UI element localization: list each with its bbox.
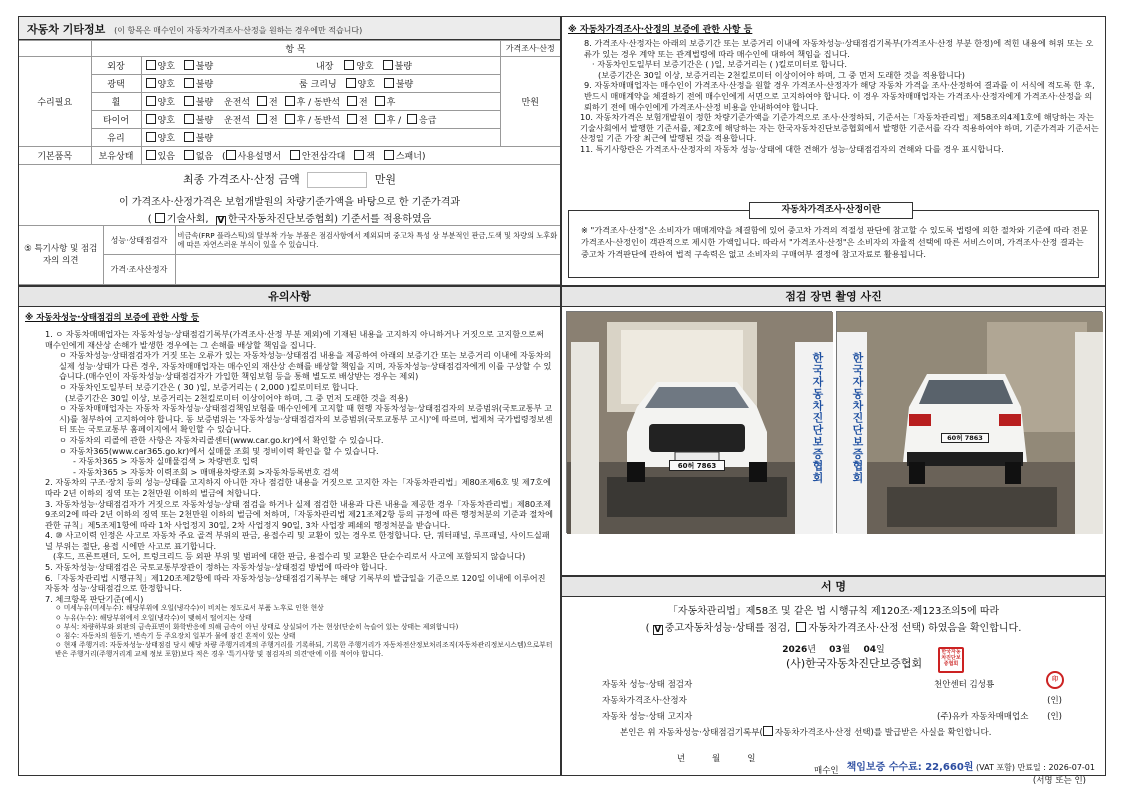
interior-good-checkbox[interactable] — [344, 60, 354, 70]
notice-item-10: 10. 자동차가격은 보험개발원이 정한 차량기준가액을 기준가격으로 조사·산정하되, 기준서는「자동차관리법」제58조의4제1호에 해당하는 자는 기술사회에서 발행한 기준서를, 제2호에 해당하는 자는 한국자동차진단보증협회에서 발행한 기준서를 각각 적용하여야 하며, 기준가격과 기준서는 산정일 기준 가장 최근에 발행된 것을 적용합니다. — [580, 112, 1099, 144]
date-month: 03 — [829, 645, 842, 655]
caution-p14: 5. 자동차성능·상태점검은 국토교통부장관이 정하는 자동차성능·상태점검 방법에 따라야 합니다. — [45, 562, 388, 573]
label-rear: 후 — [386, 98, 396, 108]
tire-bad-checkbox[interactable] — [184, 114, 194, 124]
date-line — [562, 642, 1105, 655]
caution-p1: 1. ㅇ 자동차매매업자는 자동차성능·상태점검기록부(가격조사·산정 부분 제외)에 기재된 내용을 고지하지 아니하거나 거짓으로 고지함으로써 매수인에게 재산상 손해가 발생한 경우에는 그 손해를 배상할 책임을 집니다. — [45, 329, 544, 350]
label-bad: 불량 — [195, 134, 214, 144]
buyer-date: 년 월 일 — [676, 754, 756, 764]
col-item: 항 목 — [91, 41, 500, 57]
plate-rear: 60허 7863 — [941, 433, 989, 443]
signature-title: 서 명 — [562, 577, 1105, 597]
caution-subtitle: ※ 자동차성능·상태점검의 보증에 관한 사항 등 — [25, 313, 200, 323]
fee-amount: 책임보증 수수료: 22,660원 — [846, 762, 974, 773]
wheel-good-checkbox[interactable] — [146, 96, 156, 106]
caution-s2: ㅇ 누유(누수): 해당부위에서 오일(냉각수)이 맺혀서 떨어지는 상태 — [55, 613, 252, 622]
caution-p15: 6.「자동차관리법 시행규칙」제120조제2항에 따라 자동차성능·상태점검기록부는 해당 기록부의 발급일을 기준으로 120일 이내에 이루어진 자동차 성능·상태점검으로 한정합니다. — [45, 572, 546, 594]
banner-rear: 한국자동차진단보증협회 — [851, 352, 864, 484]
tire-pass-rear-checkbox[interactable] — [375, 114, 385, 124]
row-gloss: 광택 — [91, 75, 141, 93]
price-definition-box — [568, 210, 1099, 278]
caution-panel — [18, 286, 561, 776]
special-text: 비금속(FRP 플라스틱)의 탈부착 가능 부품은 점검사항에서 제외되며 중고차 특성 상 부분적인 판금,도색 및 차량의 노후화에 따른 자연스러운 부식이 있을 수 있습니다. — [175, 226, 560, 255]
final-price-unit: 만원 — [374, 173, 396, 186]
date-day: 04 — [863, 645, 877, 655]
signer-row-1 — [602, 694, 1072, 706]
caution-p6: ㅇ 자동차의 리콜에 관한 사항은 자동차리콜센터(www.car.go.kr)에서 확인할 수 있습니다. — [59, 434, 384, 445]
label-spanner: 스패너 — [395, 152, 422, 162]
signer-value: 천안센터 김성룡 — [934, 680, 995, 690]
label-manual: 사용설명서 — [237, 152, 282, 162]
caution-p13: (후드, 프론트펜더, 도어, 트렁크리드 등 외판 부위 및 범퍼에 대한 판금, 용접수리 및 교환은 단순수리로서 사고에 포함되지 않습니다) — [53, 551, 526, 562]
none-checkbox[interactable] — [184, 150, 194, 160]
basis-text: 이 가격조사·산정가격은 보험개발원의 차량기준가액을 바탕으로 한 기준가격과 — [118, 197, 461, 208]
special-table — [19, 225, 560, 285]
standard-kaa-checkbox[interactable]: V — [217, 216, 225, 226]
signer-row-2 — [602, 710, 1072, 722]
col-price: 가격조사·산정 — [500, 41, 560, 57]
label-passenger-side: 후 / 동반석 — [296, 98, 341, 108]
caution-p16: 7. 체크항목 판단기준(예시) — [45, 593, 144, 604]
etc-note: (이 항목은 매수인이 자동차가격조사·산정을 원하는 경우에만 적습니다) — [114, 26, 363, 35]
standard-line: ( 기술사회, V 한국자동차진단보증협회) 기준서를 적용하였음 — [147, 214, 432, 226]
interior-bad-checkbox[interactable] — [383, 60, 393, 70]
check2-label: 자동차가격조사·산정 선택) 하였음을 확인합니다. — [808, 623, 1022, 634]
signer-value: (주)유카 자동차매매업소 — [937, 712, 1029, 722]
label-bad: 불량 — [394, 62, 412, 72]
signer-label: 자동차 성능·상태 고지자 — [602, 712, 693, 722]
room-bad-checkbox[interactable] — [384, 78, 394, 88]
label-good: 양호 — [357, 80, 375, 90]
buyer-label: 매수인 — [814, 766, 839, 776]
special-row1: 성능·상태점검자 — [103, 226, 175, 255]
caution-p11: 3. 자동차성능·상태점검자가 거짓으로 자동차성능·상태 점검을 하거나 실제 점검한 내용과 다른 내용을 제공한 경우「자동차관리법」제80조제9조의2에 따라 2년 이하의 징역 또는 2천만원 이하의 벌금에 처하며,「자동차관리법 제21조제2항 등의 규정에 따른 행정처분의 기준과 절차에 관한 규칙」제5조제1항에 따라 1차 사업정지 30일, 2차 사업정지 90일, 3차 사업장 폐쇄의 행정처분을 받습니다. — [45, 498, 554, 530]
glass-good-checkbox[interactable] — [146, 132, 156, 142]
label-passenger-side: 후 / 동반석 — [296, 116, 341, 126]
row-exterior: 외장 — [91, 57, 141, 75]
photo-front-scene — [567, 312, 833, 534]
inspection-photo-front — [566, 311, 832, 533]
wheel-pass-front-checkbox[interactable] — [347, 96, 357, 106]
row-glass: 유리 — [91, 129, 141, 147]
caution-p5: ㅇ 자동차매매업자는 자동차 자동차성능·상태점검책임보험를 매수인에게 고지할 때 현행 자동차성능·상태점검자의 보증범위(국토교통부 고시)를 첨부하여 고지하여야 합니다. 동 보증범위는 '자동차성능·상태점검자의 보증범위(국토교통부 고시)'에 따르며, 법제처 국가법령정보센터 또는 국토교통부 홈페이지에서 확인할 수 있습니다. — [59, 403, 553, 435]
day-unit: 일 — [876, 645, 885, 655]
label-good: 양호 — [157, 62, 175, 72]
fee-note: (VAT 포함) — [976, 763, 1015, 772]
signature-panel — [561, 576, 1106, 786]
jack-checkbox[interactable] — [354, 150, 364, 160]
row-room-clean: 룸 크리닝 — [299, 80, 337, 90]
label-good: 양호 — [157, 116, 175, 126]
signer-label: 자동차가격조사·산정자 — [602, 696, 687, 706]
tire-driver-front-checkbox[interactable] — [257, 114, 267, 124]
date-year: 2026 — [782, 645, 808, 655]
caution-p7: ㅇ 자동차365(www.car365.go.kr)에서 실매물 조회 및 정비이력 확인을 할 수 있습니다. — [59, 445, 379, 456]
special-row2: 가격·조사산정자 — [103, 255, 175, 285]
label-bad: 불량 — [195, 116, 214, 126]
law-line: 「자동차관리법」제58조 및 같은 법 시행규칙 제120조·제123조의5에 따라 — [667, 606, 1000, 617]
month-unit: 월 — [841, 645, 851, 655]
org-stamp: 한국자동차진단보증협회 — [938, 647, 964, 673]
notice-item-8b: (보증기간은 30일 이상, 보증거리는 2천킬로미터 이상이어야 하며, 그 중 먼저 도래한 것을 적용합니다) — [598, 69, 965, 80]
year-unit: 년 — [807, 645, 816, 655]
standard-kaa-label: 한국자동차진단보증협회 — [227, 214, 335, 225]
plate-front: 60허 7863 — [669, 460, 725, 471]
price-unit: 만원 — [500, 57, 560, 147]
notice-item-11: 11. 특기사항란은 가격조사·산정자의 자동차 성능·상태에 대한 견해가 성능·상태점검자의 견해와 다를 경우 표시합니다. — [580, 143, 1004, 154]
spanner-checkbox[interactable] — [384, 150, 394, 160]
caution-p2: ㅇ 자동차성능·상태점검자가 거짓 또는 오류가 있는 자동차성능·상태점검 내용을 제공하여 아래의 보증기간 또는 보증거리 이내에 자동차의 실제 성능·상태가 다른 경우, 자동차매매업자는 매수인의 재산상 손해를 배상할 책임을 지며, 자동차성능·상태점검자에게 이를 구상할 수 있습니다.(매수인이 자동차성능·상태점검자가 가입한 책임보험 등을 통해 별도로 배상받는 경우는 제외) — [59, 350, 552, 382]
etc-title: 자동차 기타정보 — [27, 23, 106, 36]
tire-pass-front-checkbox[interactable] — [347, 114, 357, 124]
row-tire: 타이어 — [91, 111, 141, 129]
issue-b: 자동차가격조사·산정 선택)를 발급받은 사실을 확인합니다. — [774, 728, 992, 738]
org-name: (사)한국자동차진단보증협회 — [786, 657, 923, 670]
room-good-checkbox[interactable] — [346, 78, 356, 88]
glass-bad-checkbox[interactable] — [184, 132, 194, 142]
notice-item-8a: · 자동차인도일부터 보증기간은 ( )일, 보증거리는 ( )킬로미터로 합니다. — [592, 59, 847, 70]
gloss-good-checkbox[interactable] — [146, 78, 156, 88]
row-wheel: 휠 — [91, 93, 141, 111]
label-bad: 불량 — [195, 80, 214, 90]
issue-line — [620, 726, 991, 738]
signer-stamp: (인) — [1047, 696, 1062, 706]
special-label: ⑤ 특기사항 및 점검자의 의견 — [19, 226, 103, 285]
label-rear: 후 / — [386, 116, 402, 126]
wheel-pass-rear-checkbox[interactable] — [375, 96, 385, 106]
issue-price-checkbox[interactable] — [763, 726, 773, 736]
notice-item-9: 9. 자동차매매업자는 매수인이 가격조사·산정을 원할 경우 가격조사·산정자가 해당 자동차 가격을 조사·산정하여 결과를 이 서식에 적도록 한 후, 반드시 매매계약을 체결하기 전에 매수인에게 서면으로 고지하여야 합니다. 이 경우 자동차매매업자는 가격조사·산정자에게 가격조사·산정을 의뢰하기 전에 매수인에게 가격조사·산정 비용을 안내하여야 합니다. — [584, 80, 1095, 112]
triangle-checkbox[interactable] — [290, 150, 300, 160]
gloss-bad-checkbox[interactable] — [184, 78, 194, 88]
label-good: 양호 — [356, 62, 374, 72]
standard-society-label: 기술사회, — [166, 214, 209, 225]
label-front: 전 — [358, 116, 368, 126]
exterior-bad-checkbox[interactable] — [184, 60, 194, 70]
label-good: 양호 — [157, 98, 175, 108]
check-line: ( V 중고자동차성능·상태를 점검, 자동차가격조사·산정 선택) 하였음을 확인합니다. — [645, 623, 1022, 635]
price-check-checkbox[interactable] — [796, 622, 806, 632]
inspection-photo-rear — [836, 311, 1102, 533]
final-price-label: 최종 가격조사·산정 금액 — [182, 173, 300, 186]
etc-header — [19, 17, 560, 40]
buyer-sign: (서명 또는 인) — [1032, 776, 1086, 786]
label-emergency: 응급 — [419, 116, 437, 126]
label-good: 양호 — [157, 134, 175, 144]
issue-a: 본인은 위 자동차성능·상태점검기록부( — [620, 728, 763, 738]
label-driver-side: 운전석 — [224, 116, 251, 126]
price-notice-title: ※ 자동차가격조사·산정의 보증에 관한 사항 등 — [568, 25, 753, 35]
standard-society-checkbox[interactable] — [155, 213, 165, 223]
final-price-input[interactable] — [307, 172, 367, 188]
tire-good-checkbox[interactable] — [146, 114, 156, 124]
expire-date: 만료일 : 2026-07-01 — [1017, 763, 1095, 772]
etc-info-panel — [18, 16, 561, 286]
caution-s1: ㅇ 미세누유(미세누수): 해당부위에 오일(냉각수)이 비치는 정도로서 부품 노후로 인한 현상 — [55, 604, 324, 613]
caution-p9: - 자동차365 > 자동차 이력조회 > 매매용차량조회 >자동차등록번호 검색 — [73, 466, 339, 477]
manual-checkbox[interactable] — [226, 150, 236, 160]
wheel-driver-rear-checkbox[interactable] — [285, 96, 295, 106]
fee-line — [847, 758, 1095, 773]
group-basic: 기본품목 — [19, 147, 91, 165]
photo-rear-scene — [837, 312, 1103, 534]
signer-row-0 — [602, 678, 1072, 690]
etc-table: 항 목 가격조사·산정 수리필요 외장 양호 불량 내장 양호 불량 만원 광택 양호 불량 룸 크리닝 양호 불량 휠 양호 불량 운전석 전 후 / 동반석 전 후 타이어 양호 불량 운전석 전 후 / 동반석 전 후 / 응급 유리 양호 불량 기본품목 보유상태 있음 없음 ( 사용설명서 안전삼각대 잭 스패너) — [19, 40, 560, 165]
label-triangle: 안전삼각대 — [301, 152, 346, 162]
caution-p8: - 자동차365 > 자동차 실매물검색 > 차량번호 입력 — [73, 456, 258, 467]
row-interior: 내장 — [316, 62, 334, 72]
caution-p12: 4. ⑩ 사고이력 인정은 사고로 자동차 주요 골격 부위의 판금, 용접수리 및 교환이 있는 경우로 한정합니다. 단, 쿼터패널, 루프패널, 사이드실패널 부위는 절단, 용접 시에만 사고로 표기합니다. — [45, 530, 550, 551]
caution-p10: 2. 자동차의 구조·장치 등의 성능·상태를 고지하지 아니한 자나 점검한 내용을 거짓으로 고지한 자는「자동차관리법」제80조제6호 및 제7호에 따라 2년 이하의 징역 또는 2천만원 이하의 벌금에 처합니다. — [45, 477, 551, 498]
price-definition-text: ※ "가격조사·산정"은 소비자가 매매계약을 체결함에 있어 중고차 가격의 적절성 판단에 참고할 수 있도록 법령에 의한 절차와 기준에 따라 전문 가격조사·산정인이 객관적으로 제시한 가액입니다. 따라서 "가격조사·산정"은 소비자의 자율적 선택에 따른 서비스이며, 가격조사·산정 결과는 중고차 가격판단에 관하여 법적 구속력은 없고 소비자의 구매여부 결정에 참고자료로 활용됩니다. — [581, 225, 1088, 259]
caution-p4: (보증기간은 30일 이상, 보증거리는 2천킬로미터 이상이어야 하며, 그 중 먼저 도래한 것을 적용) — [65, 392, 409, 403]
price-definition-title: 자동차가격조사·산정이란 — [749, 202, 913, 219]
caution-s4: ㅇ 침수: 자동차의 원동기, 변속기 등 주요장치 일부가 물에 잠긴 흔적이 있는 상태 — [55, 632, 296, 641]
row-hold-status: 보유상태 — [91, 147, 141, 165]
signer-stamp: (인) — [1047, 712, 1062, 722]
caution-title: 유의사항 — [19, 287, 560, 307]
label-have: 있음 — [157, 152, 175, 162]
wheel-bad-checkbox[interactable] — [184, 96, 194, 106]
label-bad: 불량 — [395, 80, 414, 90]
have-checkbox[interactable] — [146, 150, 156, 160]
photos-panel — [561, 286, 1106, 576]
tire-emergency-checkbox[interactable] — [407, 114, 417, 124]
signer-label: 자동차 성능·상태 점검자 — [602, 680, 693, 690]
inspector-stamp: 印 — [1046, 671, 1064, 689]
label-front: 전 — [358, 98, 368, 108]
label-jack: 잭 — [366, 152, 375, 162]
group-repair: 수리필요 — [19, 57, 91, 147]
notice-item-8: 8. 가격조사·산정자는 아래의 보증기간 또는 보증거리 이내에 자동차성능·상태점검기록부(가격조사·산정 부분 한정)에 적힌 내용에 허위 또는 오류가 있는 경우 계약 또는 관계법령에 따라 매수인에 대하여 책임을 집니다. — [584, 38, 1094, 59]
performance-check-checkbox[interactable]: V — [654, 625, 662, 635]
photos-title: 점검 장면 촬영 사진 — [562, 287, 1105, 307]
label-driver-side: 운전석 — [224, 98, 251, 108]
price-notice-panel — [561, 16, 1106, 286]
caution-s5: ㅇ 현재 주행거리: 자동차성능·상태점검 당시 해당 차량 주행거리계의 주행거리를 기록하되, 기록한 주행거리가 자동차전산정보처리조직(자동차관리정보시스템)으로부터 받은 주행거리(주행거리계 교체 정보 포함)보다 적은 경우 '특기사항 및 점검자의 의견'란에 이를 적어야 합니다. — [55, 641, 553, 659]
label-front: 전 — [269, 116, 278, 126]
label-none: 없음 — [195, 152, 214, 162]
check1-label: 중고자동차성능·상태를 점검, — [664, 623, 791, 634]
standard-end: ) 기준서를 적용하였음 — [334, 214, 432, 225]
final-price-row — [19, 171, 560, 188]
banner-front: 한국자동차진단보증협회 — [811, 352, 824, 484]
caution-p3: ㅇ 자동차인도일부터 보증기간은 ( 30 )일, 보증거리는 ( 2,000 )킬로미터로 합니다. — [59, 381, 359, 392]
tire-driver-rear-checkbox[interactable] — [285, 114, 295, 124]
label-bad: 불량 — [195, 98, 214, 108]
wheel-driver-front-checkbox[interactable] — [257, 96, 267, 106]
label-good: 양호 — [157, 80, 175, 90]
label-bad: 불량 — [195, 62, 214, 72]
exterior-good-checkbox[interactable] — [146, 60, 156, 70]
caution-s3: ㅇ 부식: 차량하부와 외판의 금속표면이 화학반응에 의해 금속이 아닌 상태로 상실되어 가는 현상(단순히 녹슬어 있는 상태는 제외합니다) — [55, 622, 459, 631]
label-front: 전 — [269, 98, 278, 108]
